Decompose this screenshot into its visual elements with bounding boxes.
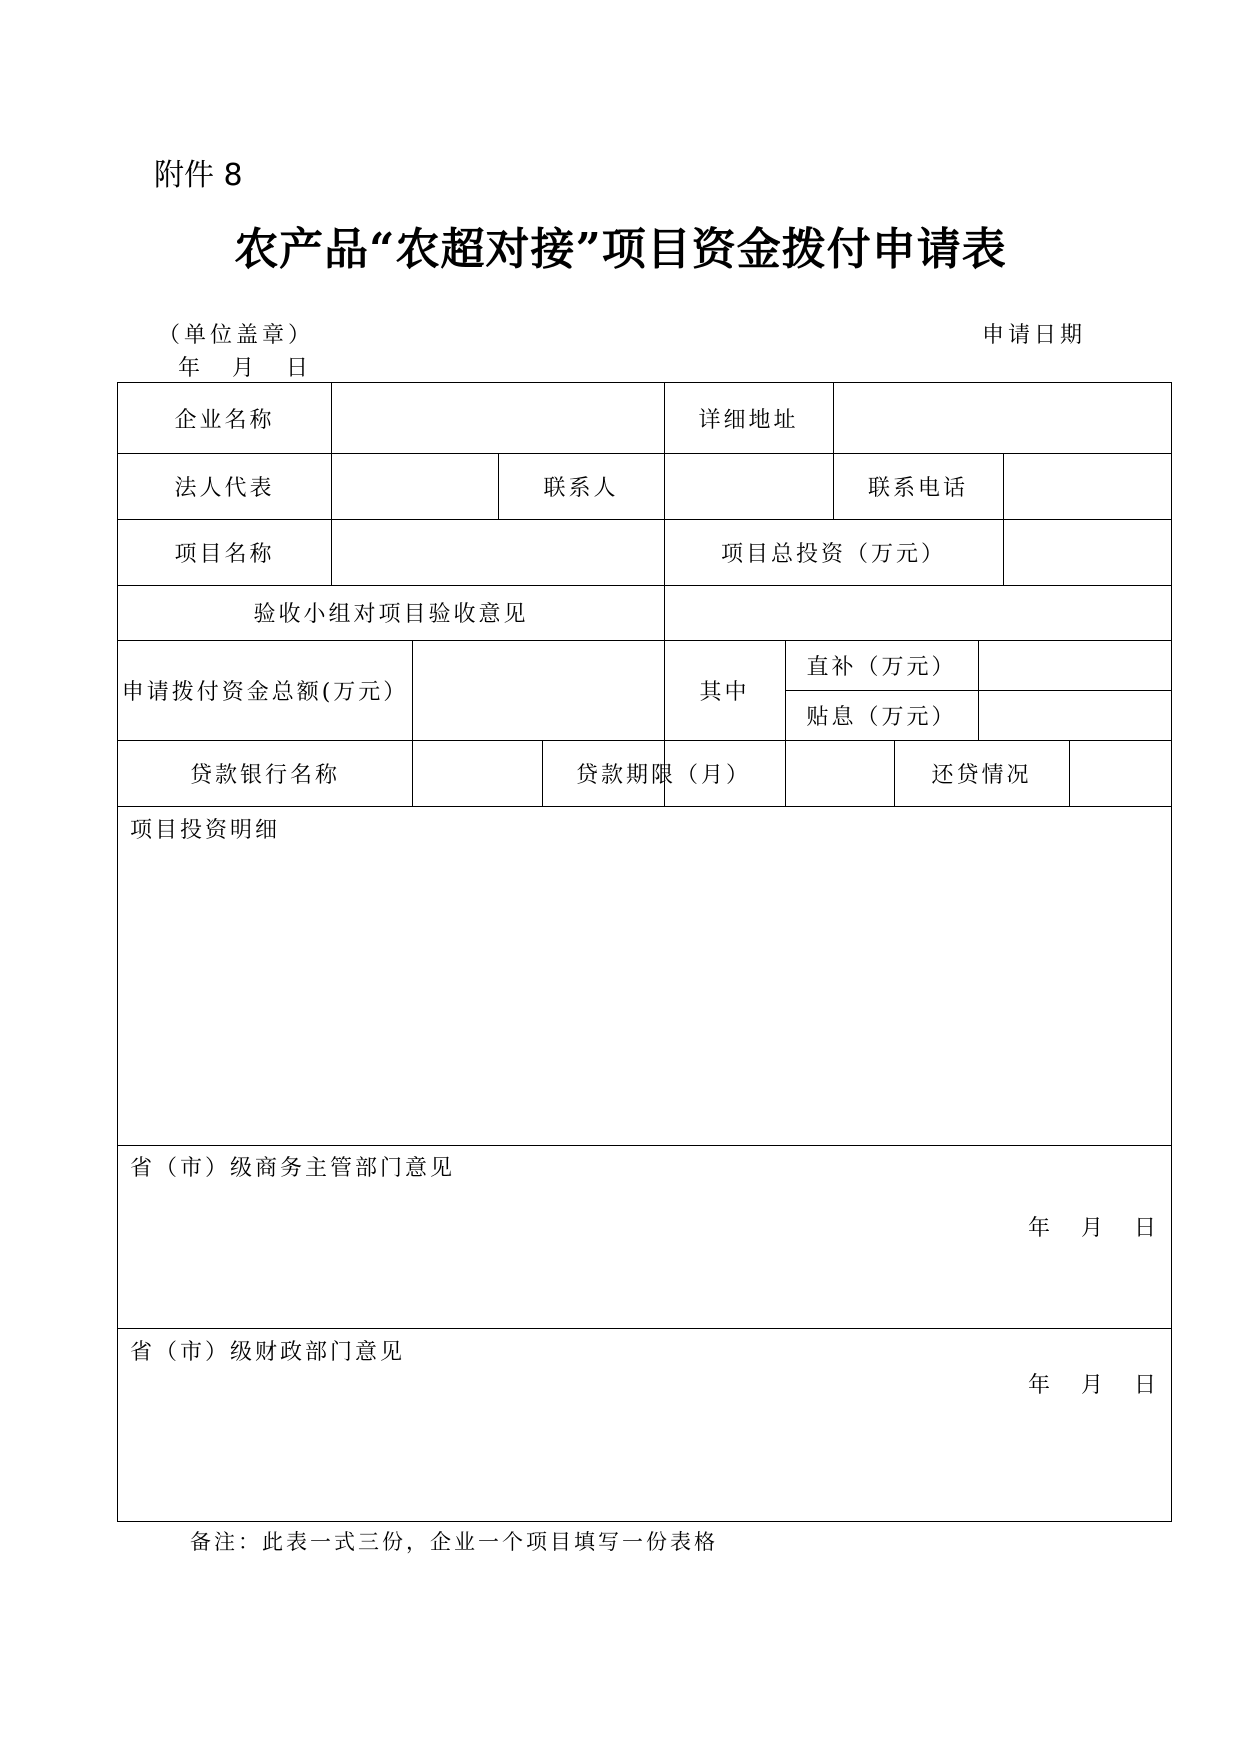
attachment-label: 附件 8 [154,158,243,193]
month-label: 月 [1080,1373,1106,1398]
label-acceptance-opinion: 验收小组对项目验收意见 [253,602,529,627]
label-legal-rep: 法人代表 [174,475,275,501]
label-loan-term: 贷款期限（月） [575,762,751,788]
label-company-name: 企业名称 [174,407,275,433]
input-direct-subsidy[interactable] [978,640,1171,690]
day-label: 日 [1133,1216,1159,1241]
input-legal-rep[interactable] [331,453,498,519]
year-label: 年 [1027,1373,1053,1398]
row-divider [118,806,1171,807]
input-total-apply[interactable] [412,640,664,740]
finance-date [1000,1368,1159,1399]
input-repayment[interactable] [1069,740,1171,806]
label-commerce-opinion: 省（市）级商务主管部门意见 [130,1156,456,1181]
label-repayment: 还贷情况 [931,762,1032,788]
row-divider [118,1145,1171,1146]
footnote: 备注：此表一式三份，企业一个项目填写一份表格 [190,1530,718,1554]
label-contact-person: 联系人 [543,475,619,501]
label-project-name: 项目名称 [174,541,275,567]
label-loan-bank: 贷款银行名称 [189,762,340,788]
input-investment-detail[interactable] [118,843,1171,1143]
row-divider [118,1328,1171,1329]
input-interest-subsidy[interactable] [978,690,1171,740]
seal-label: （单位盖章） [158,323,315,348]
apply-date-label: 申请日期 [982,323,1087,348]
input-contact-phone[interactable] [1003,453,1171,519]
label-direct-subsidy: 直补（万元） [806,654,957,680]
label-investment-detail: 项目投资明细 [130,818,281,843]
month-label: 月 [1080,1216,1106,1241]
application-form-table [117,382,1172,1522]
apply-date-ymd [178,351,340,382]
label-total-apply: 申请拨付资金总额(万元） [121,679,409,705]
input-total-investment[interactable] [1003,519,1171,585]
input-loan-bank[interactable] [412,740,542,806]
input-acceptance-opinion[interactable] [664,585,1171,640]
month-label: 月 [232,356,259,381]
page-title: 农产品“农超对接”项目资金拨付申请表 [234,224,1007,275]
year-label: 年 [1027,1216,1053,1241]
label-address: 详细地址 [698,407,799,433]
input-address[interactable] [833,383,1171,453]
year-label: 年 [178,356,205,381]
label-total-investment: 项目总投资（万元） [720,541,946,567]
commerce-date [1000,1211,1159,1242]
day-label: 日 [286,356,313,381]
label-interest-subsidy: 贴息（万元） [806,704,957,730]
label-contact-phone: 联系电话 [867,475,968,501]
input-contact-person[interactable] [664,453,833,519]
label-of-which: 其中 [699,679,750,705]
label-finance-opinion: 省（市）级财政部门意见 [130,1340,406,1365]
input-loan-term[interactable] [785,740,894,806]
input-project-name[interactable] [331,519,664,585]
day-label: 日 [1133,1373,1159,1398]
input-company-name[interactable] [331,383,664,453]
